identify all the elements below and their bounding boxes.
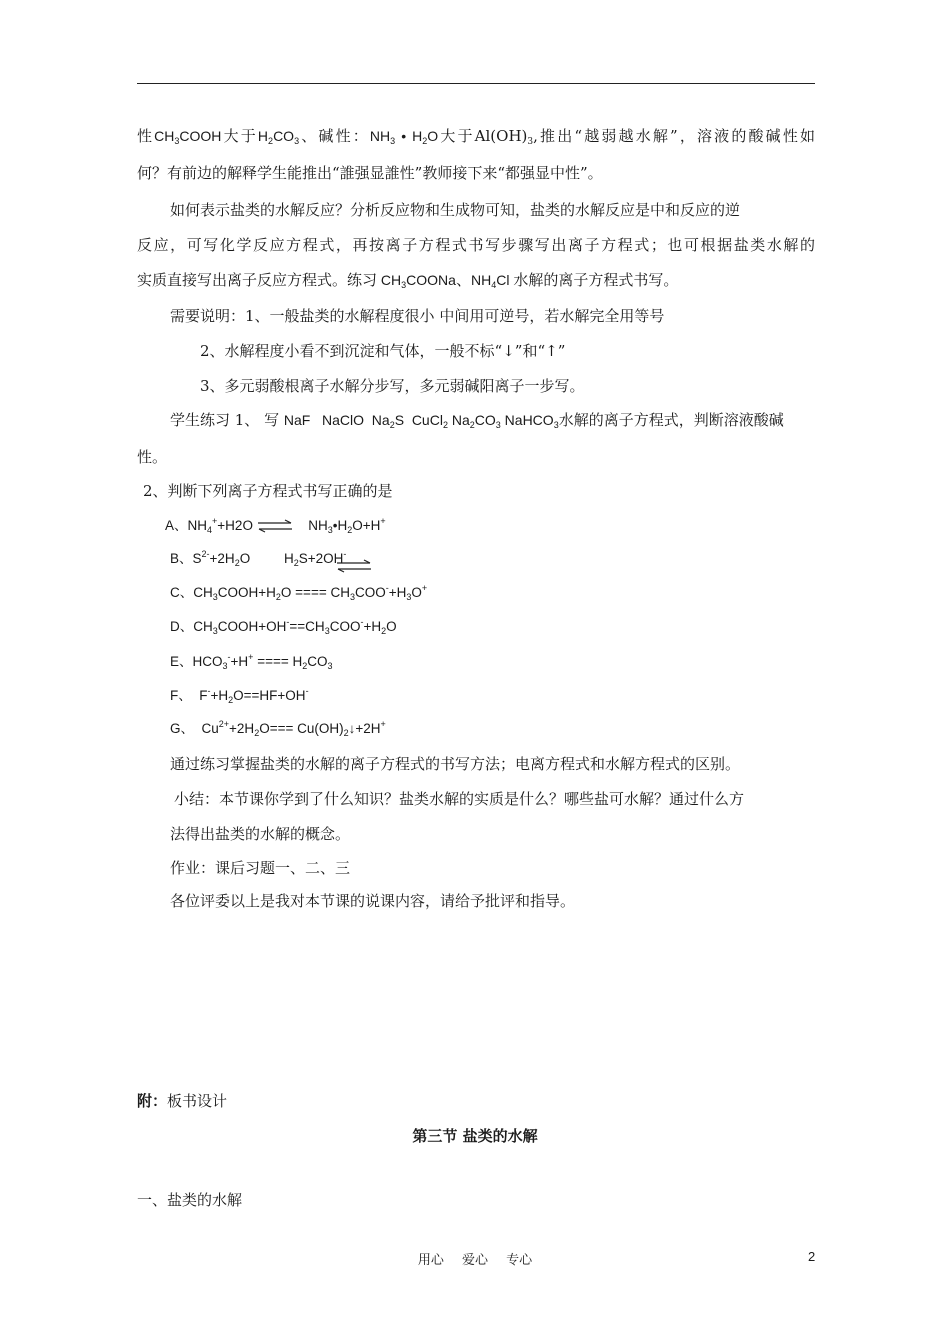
exercise-1 (170, 410, 784, 430)
paragraph-7: 小结：本节课你学到了什么知识？盐类水解的实质是什么？哪些盐可水解？通过什么方 (174, 790, 745, 808)
paragraph-line-1 (137, 126, 815, 146)
header-rule (137, 83, 815, 84)
note-1: 需要说明：1、一般盐类的水解程度很小 中间用可逆号，若水解完全用等号 (170, 307, 665, 325)
footer-motto: 用心 爱心 专心 (417, 1253, 533, 1268)
equilibrium-arrow-icon (257, 519, 293, 533)
text: 性 (137, 127, 155, 145)
text: ,推出“越弱越水解”，溶液的酸碱性如 (533, 127, 815, 145)
text: 、 (455, 271, 471, 289)
paragraph-8: 法得出盐类的水解的概念。 (170, 825, 351, 843)
paragraph-line-5 (137, 270, 678, 290)
appendix-text: 板书设计 (167, 1092, 228, 1110)
page-number: 2 (808, 1249, 816, 1264)
option-a: A、$NH_4^++H2O$ $NH_3•H_2O+H^+$ (165, 516, 386, 535)
paragraph-line-4: 反应，可写化学反应方程式，再按离子方程式书写步骤写出离子方程式；也可根据盐类水解的 (137, 236, 815, 254)
heading-1: 一、盐类的水解 (137, 1191, 243, 1209)
formula-ch3coona: $CH_3COONa$ (377, 272, 456, 290)
closing: 各位评委以上是我对本节课的说课内容，请给予批评和指导。 (170, 892, 576, 910)
formula-h2co3: $H_2CO_3$ (257, 128, 300, 146)
text: 水解的离子方程式书写。 (513, 271, 679, 289)
option-c: C、$CH_3COOH+H_2O$ ==== $CH_3COO^-+H_3O^+$ (170, 583, 428, 602)
exercise-2: 2、判断下列离子方程式书写正确的是 (143, 482, 393, 500)
paragraph-6: 通过练习掌握盐类的水解的离子方程式的书写方法；电离方程式和水解方程式的区别。 (170, 755, 741, 773)
text: 学生练习 1、 写 (170, 411, 280, 429)
note-3: 3、多元弱酸根离子水解分步写，多元弱碱阳离子一步写。 (200, 377, 585, 395)
section-title (0, 1126, 950, 1146)
equilibrium-arrow-icon (336, 559, 372, 573)
note-2: 2、水解程度小看不到沉淀和气体，一般不标“↓”和“↑” (200, 342, 566, 360)
text: 大于 (438, 127, 475, 145)
exercise-1-end: 性。 (137, 448, 168, 466)
paragraph-line-3: 如何表示盐类的水解反应？分析反应物和生成物可知，盐类的水解反应是中和反应的逆 (170, 201, 741, 219)
section-title-text: 第三节 盐类的水解 (412, 1127, 538, 1145)
option-g: G、 $Cu^{2+}+2H_2O===$ $Cu(OH)_2↓+2H^+$ (170, 719, 386, 738)
homework: 作业：课后习题一、二、三 (170, 859, 351, 877)
text: 、碱性： (299, 127, 370, 145)
formula-nh3h2o: $NH_3$ • $H_2O$ (369, 128, 439, 146)
option-b: B、$S^{2-}+2H_2O$ $H_2S+2OH^-$ (170, 549, 347, 568)
option-e: E、$HCO_3^-+H^+$ ==== $H_2CO_3$ (170, 652, 333, 671)
salt-list: NaF NaClO $Na_2S$ CuCl$_2$ $Na_2CO_3$ NaHCO$_3$ (283, 412, 559, 430)
option-d: D、$CH_3COOH+OH^-==CH_3COO^-+H_2O$ (170, 617, 397, 636)
text: 水解的离子方程式，判断溶液酸碱 (558, 411, 784, 429)
formula-aloh3: $Al(OH)_3$ (474, 127, 534, 147)
text: 实质直接写出离子反应方程式。练习 (137, 271, 378, 289)
appendix-bold: 附： (137, 1092, 168, 1110)
option-f: F、 $F^-+H_2O==HF+OH^-$ (170, 686, 309, 705)
paragraph-line-2: 何？有前边的解释学生能推出“誰强显誰性”教师接下来“都强显中性”。 (137, 164, 603, 182)
text: 大于 (221, 127, 258, 145)
formula-ch3cooh: $CH_3COOH$ (154, 128, 222, 146)
formula-nh4cl: $NH_4Cl$ (470, 272, 514, 290)
appendix-label (137, 1091, 227, 1111)
